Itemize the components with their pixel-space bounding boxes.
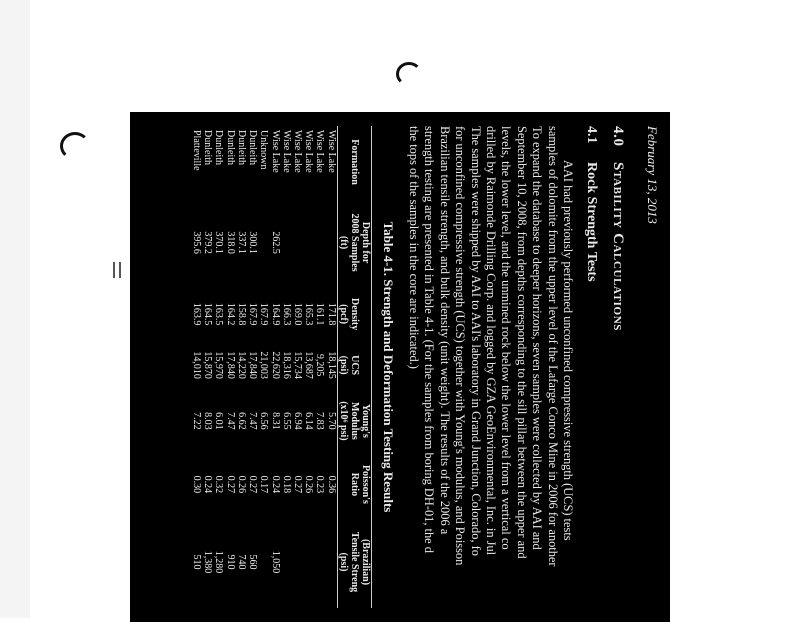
- column-header: [360, 126, 372, 198]
- table-cell: 163.9: [191, 302, 203, 326]
- table-cell: 6.56: [258, 412, 270, 430]
- table-cell: 165.3: [303, 302, 315, 326]
- table-cell: 6.01: [213, 412, 225, 430]
- column-header: Young's: [360, 389, 372, 453]
- table-cell: 15,870: [202, 351, 214, 379]
- table-cell: 262.5: [269, 231, 281, 254]
- table-row: [191, 126, 202, 608]
- table-cell: 1,050: [269, 550, 281, 574]
- table-cell: 8.03: [202, 412, 214, 430]
- rotated-content: [130, 112, 670, 622]
- header-date: February 13, 2013: [645, 126, 660, 224]
- table-cell: 370.1: [213, 231, 225, 254]
- table-row: [213, 126, 224, 608]
- binder-hole-left: [60, 132, 90, 160]
- column-header: (x10⁶ psi): [337, 389, 349, 453]
- table-cell: 6.55: [280, 412, 292, 430]
- table-cell: 395.6: [191, 231, 203, 254]
- table-cell: 1,380: [202, 550, 214, 574]
- table-cell: 0.36: [325, 475, 337, 494]
- table-cell: 7.47: [247, 412, 259, 430]
- table-cell: 6.14: [303, 412, 315, 430]
- table-cell: 337.1: [235, 231, 247, 254]
- table-cell: 15,970: [213, 351, 225, 379]
- page-tick-mark: [113, 262, 123, 278]
- table-cell: Wise Lake: [291, 130, 303, 173]
- table-row: [247, 126, 258, 608]
- table-cell: 379.2: [202, 231, 214, 254]
- paragraph-line: The samples were shipped by AAI to AAI's laboratory in Grand Junction, Colorado, fo: [468, 126, 483, 556]
- column-header: [360, 341, 372, 389]
- table-cell: 9,205: [314, 353, 326, 377]
- table-cell: 171.8: [325, 302, 337, 326]
- column-header: Depth for: [360, 198, 372, 287]
- table-cell: 6.94: [291, 412, 303, 430]
- table-row: [325, 126, 337, 608]
- column-header: [337, 126, 349, 198]
- table-body: [191, 126, 337, 608]
- table-row: [202, 126, 213, 608]
- table-cell: Dunleith: [247, 130, 259, 165]
- table-row: [303, 126, 314, 608]
- table-row: [225, 126, 236, 608]
- table-cell: [325, 198, 337, 287]
- column-header: UCS: [348, 355, 360, 376]
- column-header: Formation: [348, 139, 360, 185]
- table-cell: [258, 198, 269, 287]
- section-title: Stability Calculations: [610, 162, 626, 331]
- table-title: Table 4-1. Strength and Deformation Testing Results: [380, 221, 396, 513]
- table-cell: [303, 516, 314, 608]
- table-cell: 167.9: [247, 302, 259, 326]
- table-cell: 14,220: [235, 351, 247, 379]
- table-cell: 0.26: [235, 475, 247, 494]
- table-cell: 164.5: [202, 302, 214, 326]
- table-cell: 163.5: [213, 302, 225, 326]
- table-cell: 0.32: [213, 475, 225, 494]
- column-header: [360, 287, 372, 341]
- table-cell: 14,010: [191, 351, 203, 379]
- table-header-row: [360, 126, 372, 608]
- table-cell: 15,734: [291, 351, 303, 379]
- subsection-number: 4.1: [584, 126, 599, 144]
- table-row: [258, 126, 269, 608]
- paragraph-line: for unconfined compressive strength (UCS) together with Young's modulus, and Poisson: [453, 126, 468, 566]
- paragraph-line: Brazilian tensile strength, and bulk density (unit weight). The results of the 2006 a: [437, 126, 452, 535]
- column-header: (psi): [337, 516, 349, 608]
- table-header: [337, 126, 371, 608]
- table-cell: [258, 516, 269, 608]
- table-cell: 0.27: [247, 475, 259, 494]
- table-cell: 910: [224, 554, 236, 570]
- table-cell: 0.27: [291, 475, 303, 494]
- table-cell: 0.23: [314, 475, 326, 494]
- table-cell: 5.70: [325, 412, 337, 430]
- table-row: [281, 126, 292, 608]
- table-header-row: [337, 126, 349, 608]
- paragraph-line: September 10, 2008, from depths corresponding to the sill pillar between the upper and: [514, 126, 529, 559]
- column-header: Ratio: [348, 472, 360, 497]
- section-number: 4.0: [610, 126, 626, 147]
- table-cell: 167.9: [258, 302, 270, 326]
- table-cell: [281, 198, 292, 287]
- body-paragraph: [406, 126, 575, 608]
- table-cell: Wise Lake: [269, 130, 281, 173]
- paragraph-line: levels, the lower level, and the unmined rock below the lower level from a vertical co: [499, 126, 514, 550]
- table-row: [292, 126, 303, 608]
- table-cell: 8.31: [269, 412, 281, 430]
- column-header: Modulus: [348, 402, 360, 440]
- paragraph-line: the tops of the samples in the core are indicated.): [406, 126, 421, 369]
- table-cell: 0.17: [258, 475, 270, 494]
- table-cell: Dunleith: [224, 130, 236, 165]
- table-cell: 21,003: [258, 351, 270, 379]
- column-header: [337, 453, 349, 516]
- column-header: Tensile Streng: [348, 531, 360, 593]
- table-cell: 560: [247, 554, 259, 570]
- paragraph-line: drilled by Raimonde Drilling Corp. and logged by GZA GeoEnvironmental, Inc. in Jul: [483, 126, 498, 556]
- table-cell: Unknown: [258, 130, 270, 170]
- table-cell: 169.0: [291, 302, 303, 326]
- table-cell: 161.1: [314, 302, 326, 326]
- table-cell: 7.47: [224, 412, 236, 430]
- table-cell: 13,687: [303, 351, 315, 379]
- table-cell: 7.83: [314, 412, 326, 430]
- table-cell: 18,316: [280, 351, 292, 379]
- column-header: (ft): [337, 198, 349, 287]
- table-cell: 300.1: [247, 231, 259, 254]
- table-cell: 18,145: [325, 351, 337, 379]
- table-row: [314, 126, 325, 608]
- table-cell: 0.27: [224, 475, 236, 494]
- table-cell: 164.9: [269, 302, 281, 326]
- table-cell: [314, 516, 325, 608]
- section-heading: [609, 126, 626, 608]
- strength-results-table: [191, 126, 372, 608]
- column-header: 2008 Samples: [348, 213, 360, 272]
- column-header: Poisson's: [360, 453, 372, 516]
- paragraph-line: strength testing are presented in Table 4-1. (For the samples from boring DH-01, the d: [422, 126, 437, 553]
- scan-margin: [0, 0, 30, 618]
- table-cell: Wise Lake: [314, 130, 326, 173]
- paragraph-line: AAI had previously performed unconfined compressive strength (UCS) tests: [561, 160, 575, 541]
- document-page: [130, 112, 670, 622]
- column-header: (Brazilian): [360, 516, 372, 608]
- table-cell: 0.30: [191, 475, 203, 494]
- paragraph-line: To expand the database to deeper horizons, seven samples were collected by AAI and: [530, 126, 545, 550]
- table-cell: 158.8: [235, 302, 247, 326]
- table-cell: Dunleith: [213, 130, 225, 165]
- table-header-row: [349, 126, 360, 608]
- table-cell: 7.22: [191, 412, 203, 430]
- table-row: [236, 126, 247, 608]
- paragraph-line: samples of dolomite from the upper level of the Lafarge Conco Mine in 2006 for another: [545, 126, 560, 567]
- table-cell: Wise Lake: [325, 130, 337, 173]
- table-cell: 1,280: [213, 550, 225, 574]
- table-cell: [292, 516, 303, 608]
- table-cell: 0.18: [280, 475, 292, 494]
- table-cell: Wise Lake: [303, 130, 315, 173]
- table-cell: 0.26: [303, 475, 315, 494]
- table-cell: 0.24: [269, 475, 281, 494]
- table-cell: Wise Lake: [280, 130, 292, 173]
- table-cell: 510: [191, 554, 203, 570]
- table-row: [269, 126, 280, 608]
- column-header: (psi): [337, 341, 349, 389]
- table-cell: Dunleith: [202, 130, 214, 165]
- table-cell: 166.3: [280, 302, 292, 326]
- table-cell: 6.62: [235, 412, 247, 430]
- table-cell: [281, 516, 292, 608]
- table-cell: 164.2: [224, 302, 236, 326]
- table-cell: [303, 198, 314, 287]
- table-cell: [314, 198, 325, 287]
- subsection-title: Rock Strength Tests: [584, 162, 599, 282]
- table-cell: Platteville: [191, 130, 203, 171]
- table-cell: [292, 198, 303, 287]
- table-cell: 0.24: [202, 475, 214, 494]
- table-cell: 17,840: [224, 351, 236, 379]
- table-cell: 740: [235, 554, 247, 570]
- table-cell: Dunleith: [235, 130, 247, 165]
- table-cell: [325, 516, 337, 608]
- binder-hole-top: [396, 62, 422, 86]
- table-cell: 17,840: [247, 351, 259, 379]
- column-header: (pcf): [337, 287, 349, 341]
- table-cell: 22,620: [269, 351, 281, 379]
- subsection-heading: [583, 126, 599, 608]
- table-cell: 318.0: [224, 231, 236, 254]
- column-header: Density: [348, 298, 360, 331]
